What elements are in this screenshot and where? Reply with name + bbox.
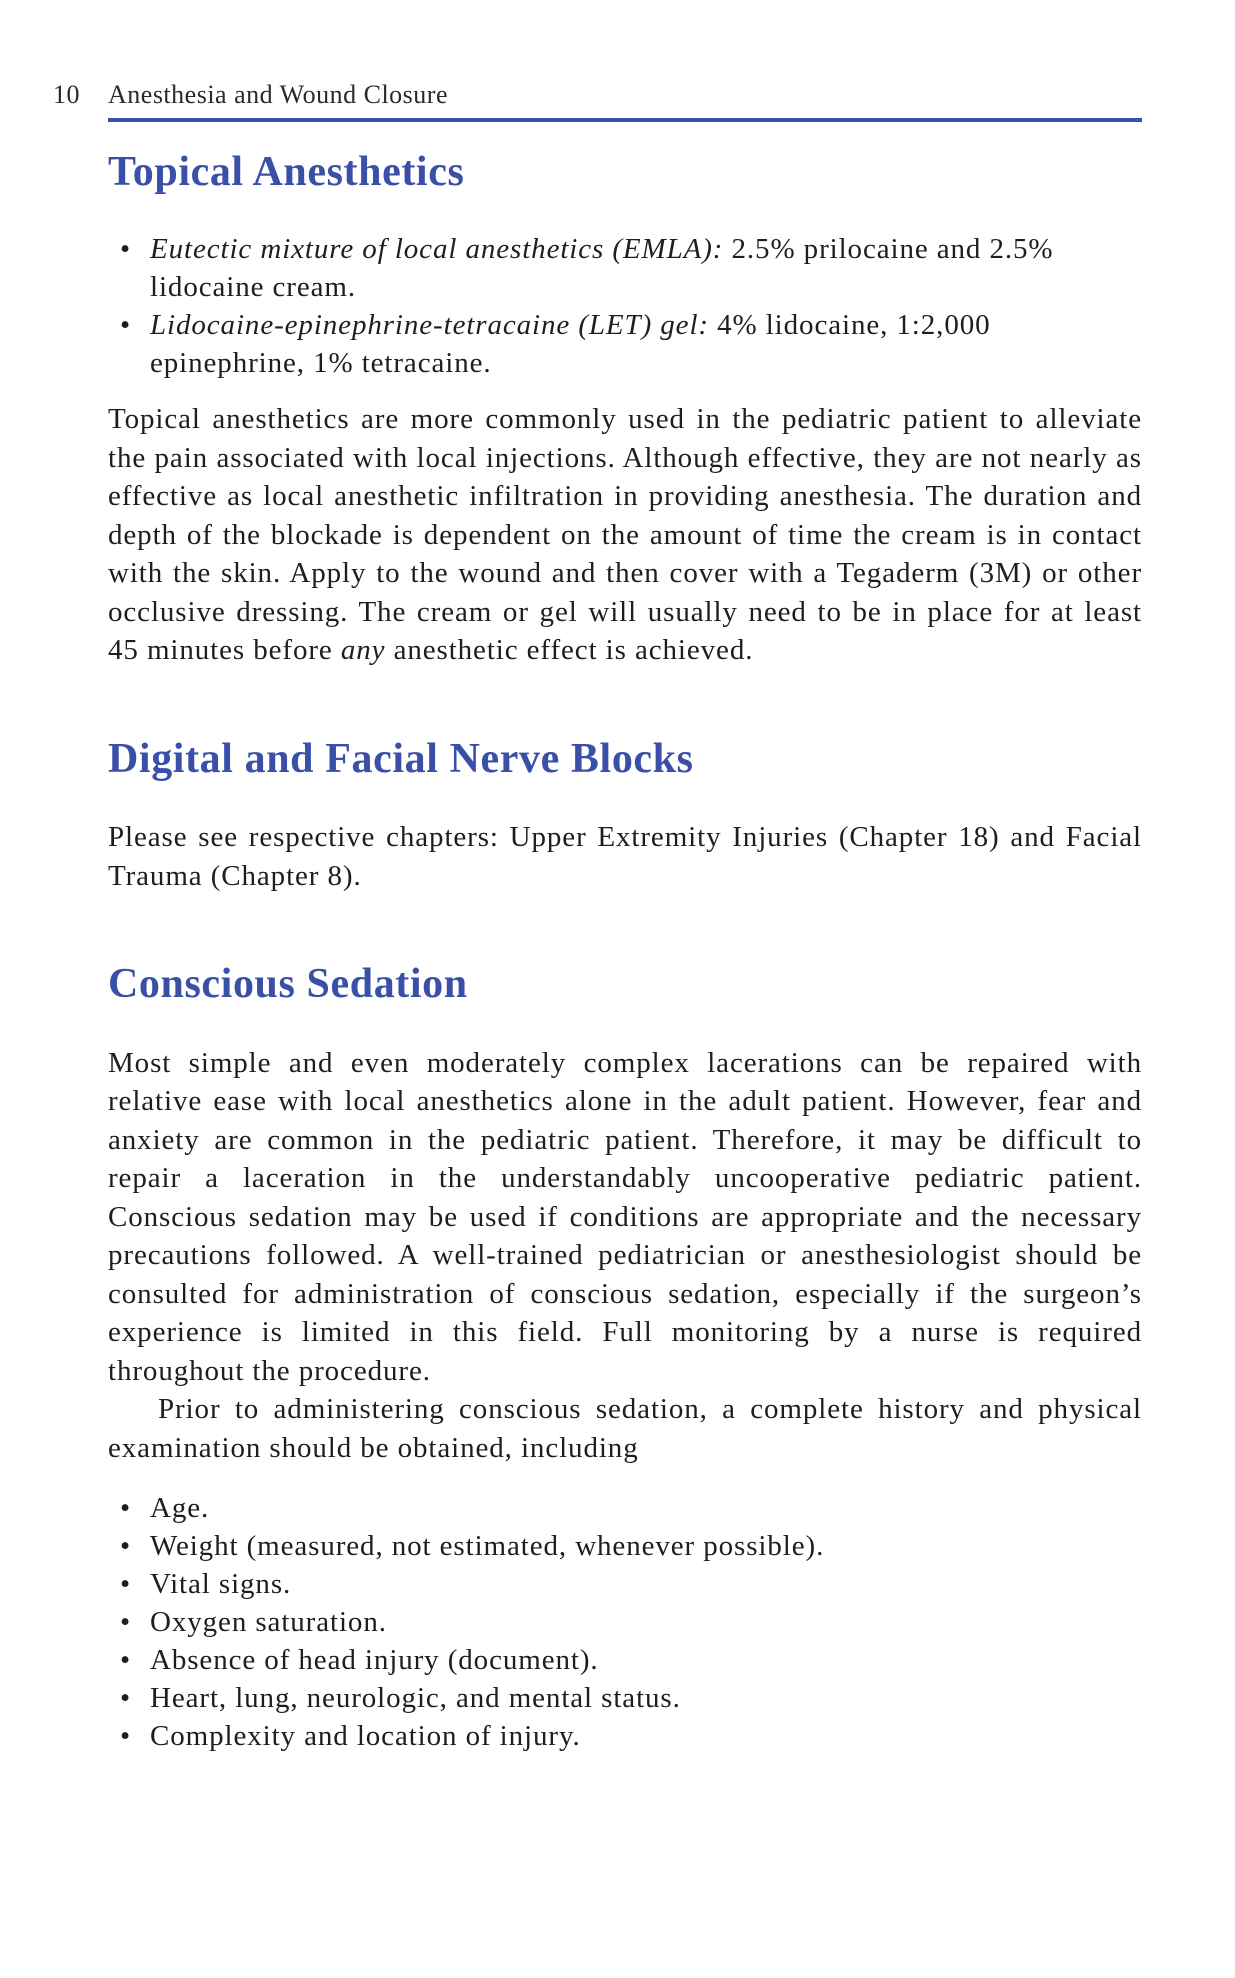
nerve-blocks-paragraph: Please see respective chapters: Upper Extremity Injuries (Chapter 18) and Facial Trauma (Chapter 8).	[108, 821, 1142, 892]
list-item	[108, 230, 1142, 306]
list-item-text: 4% lidocaine, 1:2,000 epinephrine, 1% tetracaine.	[150, 309, 991, 380]
bullet-glyph: •	[120, 1606, 132, 1639]
bullet-glyph: •	[120, 1682, 132, 1715]
list-item-text: Age.	[150, 1492, 210, 1525]
section-heading-topical-anesthetics: Topical Anesthetics	[108, 149, 465, 195]
section-heading-nerve-blocks: Digital and Facial Nerve Blocks	[108, 735, 694, 782]
bullet-glyph: •	[120, 309, 132, 342]
section-heading-conscious-sedation: Conscious Sedation	[108, 961, 468, 1008]
page-number: 10	[53, 80, 80, 109]
history-exam-list	[108, 1489, 1142, 1755]
list-item	[108, 1679, 1142, 1717]
topical-anesthetics-paragraph	[108, 400, 1142, 670]
list-item	[108, 1489, 1142, 1527]
list-item	[108, 1527, 1142, 1565]
conscious-sedation-paragraph: Most simple and even moderately complex lacerations can be repaired with relative ease with local anesthetics alone in the adult patient. However, fear and anxiety are common in the pediatric patient. Therefore, it may be difficult to repair a laceration in the understandably uncooperative pediatric patient. Conscious sedation may be used if conditions are appropriate and the necessary precautions followed. A well-trained pediatrician or anesthesiologist should be consulted for administration of conscious sedation, especially if the surgeon’s experience is limited in this field. Full monitoring by a nurse is required throughout the procedure.	[108, 1046, 1142, 1387]
list-item	[108, 306, 1142, 382]
list-item	[108, 1565, 1142, 1603]
bullet-glyph: •	[120, 1568, 132, 1601]
bullet-glyph: •	[120, 1530, 132, 1563]
list-item-text: 2.5% prilocaine and 2.5% lidocaine cream.	[150, 233, 1054, 304]
list-item	[108, 1641, 1142, 1679]
list-item-text: Vital signs.	[150, 1568, 292, 1601]
header-rule	[108, 118, 1142, 122]
topical-anesthetics-list	[108, 230, 1142, 382]
conscious-sedation-paragraph: Prior to administering conscious sedation, a complete history and physical examination should be obtained, including	[108, 1393, 1142, 1464]
list-item-text: Heart, lung, neurologic, and mental status.	[150, 1682, 681, 1715]
list-item-text: Absence of head injury (document).	[150, 1644, 599, 1677]
bullet-glyph: •	[120, 1492, 132, 1525]
paragraph-emphasis: any	[340, 634, 386, 667]
paragraph-text: Topical anesthetics are more commonly used in the pediatric patient to alleviate the pain associated with local injections. Although effective, they are not nearly as effective as local anesthetic infiltration in providing anesthesia. The duration and depth of the blockade is dependent on the amount of time the cream is in contact with the skin. Apply to the wound and then cover with a Tegaderm (3M) or other occlusive dressing. The cream or gel will usually need to be in place for at least 45 minutes before	[108, 403, 1142, 667]
list-item	[108, 1717, 1142, 1755]
bullet-glyph: •	[120, 233, 132, 266]
page-content	[108, 140, 1142, 1755]
list-item-text: Weight (measured, not estimated, whenever possible).	[150, 1530, 825, 1563]
list-item-term: Lidocaine-epinephrine-tetracaine (LET) gel:	[150, 309, 709, 342]
list-item	[108, 1603, 1142, 1641]
bullet-glyph: •	[120, 1644, 132, 1677]
list-item-text: Complexity and location of injury.	[150, 1720, 581, 1753]
paragraph-text: anesthetic effect is achieved.	[385, 634, 754, 667]
list-item-text: Oxygen saturation.	[150, 1606, 387, 1639]
list-item-term: Eutectic mixture of local anesthetics (EMLA):	[150, 233, 724, 266]
running-title: Anesthesia and Wound Closure	[108, 80, 448, 109]
running-head	[53, 80, 448, 110]
bullet-glyph: •	[120, 1720, 132, 1753]
